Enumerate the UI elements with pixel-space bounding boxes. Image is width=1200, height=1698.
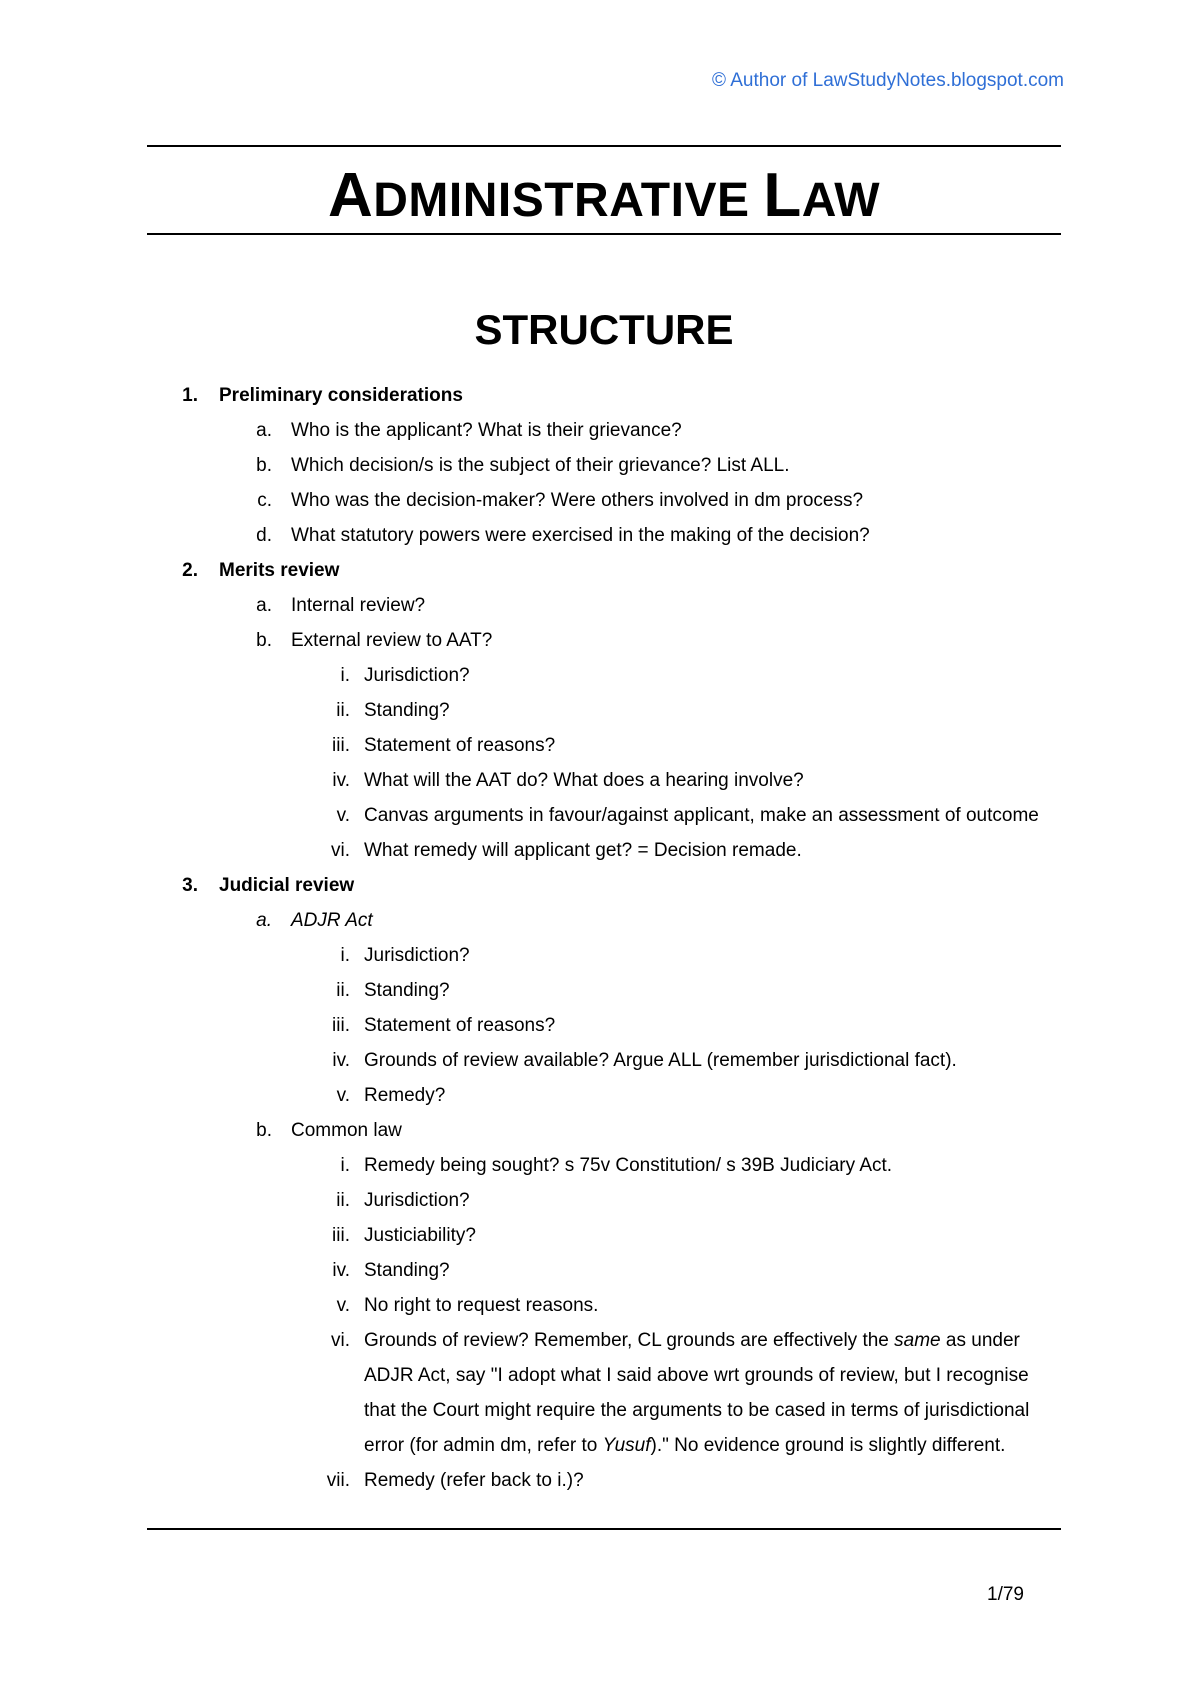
outline-item-2b-v — [0, 798, 1200, 833]
item-marker: vi. — [331, 1330, 350, 1351]
text-part: as under — [940, 1330, 1020, 1351]
item-marker: iv. — [332, 1260, 350, 1281]
outline-item-3 — [0, 868, 1200, 903]
outline-item-1a — [0, 413, 1200, 448]
item-marker: ii. — [336, 1190, 350, 1211]
item-marker: 1. — [182, 385, 198, 406]
item-marker: b. — [256, 455, 272, 476]
outline-item-2b-iii — [0, 728, 1200, 763]
outline-item-3b-vi-line3 — [0, 1393, 1200, 1428]
item-marker: i. — [340, 1155, 350, 1176]
text-part: )." No evidence ground is slightly different. — [650, 1435, 1006, 1456]
item-text: What remedy will applicant get? = Decision remade. — [364, 840, 802, 861]
outline-item-3a-v — [0, 1078, 1200, 1113]
item-text: Statement of reasons? — [364, 735, 556, 756]
outline-item-2b-i — [0, 658, 1200, 693]
outline-item-3b — [0, 1113, 1200, 1148]
item-text — [364, 1428, 1005, 1463]
item-text: Who is the applicant? What is their grievance? — [291, 420, 682, 441]
outline-item-2b — [0, 623, 1200, 658]
outline-item-3a-iii — [0, 1008, 1200, 1043]
item-text: What will the AAT do? What does a hearing involve? — [364, 770, 804, 791]
item-marker: b. — [256, 630, 272, 651]
text-part: Grounds of review? Remember, CL grounds are effectively the — [364, 1330, 895, 1351]
item-label: Judicial review — [219, 875, 355, 896]
title-rest-1: DMINISTRATIVE — [373, 174, 750, 227]
item-marker: a. — [256, 595, 272, 616]
page-number: 1/79 — [987, 1584, 1024, 1605]
outline-item-2a — [0, 588, 1200, 623]
item-text: Canvas arguments in favour/against applicant, make an assessment of outcome — [364, 805, 1039, 826]
outline-item-3b-i — [0, 1148, 1200, 1183]
outline-item-3b-iii — [0, 1218, 1200, 1253]
outline-item-2b-ii — [0, 693, 1200, 728]
item-marker: d. — [256, 525, 272, 546]
item-text: ADJR Act, say "I adopt what I said above wrt grounds of review, but I recognise — [364, 1365, 1029, 1386]
item-marker: iii. — [332, 1015, 350, 1036]
item-text: External review to AAT? — [291, 630, 493, 651]
outline-item-3b-ii — [0, 1183, 1200, 1218]
item-text: Internal review? — [291, 595, 426, 616]
item-text: Jurisdiction? — [364, 945, 470, 966]
item-marker: iv. — [332, 770, 350, 791]
outline-item-3a-iv — [0, 1043, 1200, 1078]
outline-item-3b-vi-line2 — [0, 1358, 1200, 1393]
item-marker: vi. — [331, 840, 350, 861]
outline-item-1d — [0, 518, 1200, 553]
item-text: No right to request reasons. — [364, 1295, 599, 1316]
outline-item-3b-vi-line4 — [0, 1428, 1200, 1463]
outline-item-3b-iv — [0, 1253, 1200, 1288]
title-rest-2: AW — [801, 174, 881, 227]
item-marker: b. — [256, 1120, 272, 1141]
item-marker: iii. — [332, 1225, 350, 1246]
item-text: Which decision/s is the subject of their grievance? List ALL. — [291, 455, 790, 476]
outline-item-3a-i — [0, 938, 1200, 973]
item-text: Justiciability? — [364, 1225, 476, 1246]
top-rule — [147, 145, 1061, 147]
item-marker: v. — [336, 1085, 350, 1106]
item-text: Remedy being sought? s 75v Constitution/ s 39B Judiciary Act. — [364, 1155, 893, 1176]
outline-item-3b-vii — [0, 1463, 1200, 1498]
item-text: What statutory powers were exercised in the making of the decision? — [291, 525, 870, 546]
item-marker: vii. — [326, 1470, 350, 1491]
item-text: Statement of reasons? — [364, 1015, 556, 1036]
item-text: Remedy (refer back to i.)? — [364, 1470, 584, 1491]
outline-item-3a-ii — [0, 973, 1200, 1008]
item-marker: i. — [340, 945, 350, 966]
item-marker: 3. — [182, 875, 198, 896]
text-part: error (for admin dm, refer to — [364, 1435, 603, 1456]
item-marker: v. — [336, 1295, 350, 1316]
outline-item-3b-vi — [0, 1323, 1200, 1358]
item-text: Jurisdiction? — [364, 1190, 470, 1211]
item-text: that the Court might require the arguments to be cased in terms of jurisdictional — [364, 1400, 1030, 1421]
structure-outline — [0, 378, 1200, 1498]
title-initial-a: A — [327, 161, 374, 230]
emphasis-same: same — [894, 1330, 941, 1351]
emphasis-yusuf: Yusuf — [602, 1435, 651, 1456]
outline-item-3a — [0, 903, 1200, 938]
item-marker: 2. — [182, 560, 198, 581]
section-heading: STRUCTURE — [474, 306, 734, 353]
bottom-rule — [147, 1528, 1061, 1530]
item-marker: ii. — [336, 980, 350, 1001]
item-marker: i. — [340, 665, 350, 686]
item-marker: v. — [336, 805, 350, 826]
item-marker: iv. — [332, 1050, 350, 1071]
outline-item-2b-vi — [0, 833, 1200, 868]
item-label: Merits review — [219, 560, 340, 581]
item-marker: a. — [256, 910, 272, 931]
item-text: Who was the decision-maker? Were others involved in dm process? — [291, 490, 864, 511]
item-marker: a. — [256, 420, 272, 441]
item-label: Preliminary considerations — [219, 385, 463, 406]
outline-item-3b-v — [0, 1288, 1200, 1323]
title-initial-l: L — [763, 161, 802, 230]
outline-item-2 — [0, 553, 1200, 588]
item-marker: ii. — [336, 700, 350, 721]
item-text: Grounds of review available? Argue ALL (remember jurisdictional fact). — [364, 1050, 957, 1071]
item-marker: iii. — [332, 735, 350, 756]
title-underline-rule — [147, 233, 1061, 235]
outline-item-1b — [0, 448, 1200, 483]
document-title — [147, 160, 1061, 231]
header-credit: © Author of LawStudyNotes.blogspot.com — [712, 70, 1064, 91]
item-marker: c. — [257, 490, 272, 511]
outline-item-1 — [0, 378, 1200, 413]
outline-item-1c — [0, 483, 1200, 518]
item-text: Jurisdiction? — [364, 665, 470, 686]
outline-item-2b-iv — [0, 763, 1200, 798]
item-text: Standing? — [364, 700, 450, 721]
item-text — [364, 1323, 1020, 1358]
item-text: Standing? — [364, 980, 450, 1001]
item-text: Common law — [291, 1120, 402, 1141]
item-text: Remedy? — [364, 1085, 446, 1106]
item-text: ADJR Act — [291, 910, 373, 931]
item-text: Standing? — [364, 1260, 450, 1281]
